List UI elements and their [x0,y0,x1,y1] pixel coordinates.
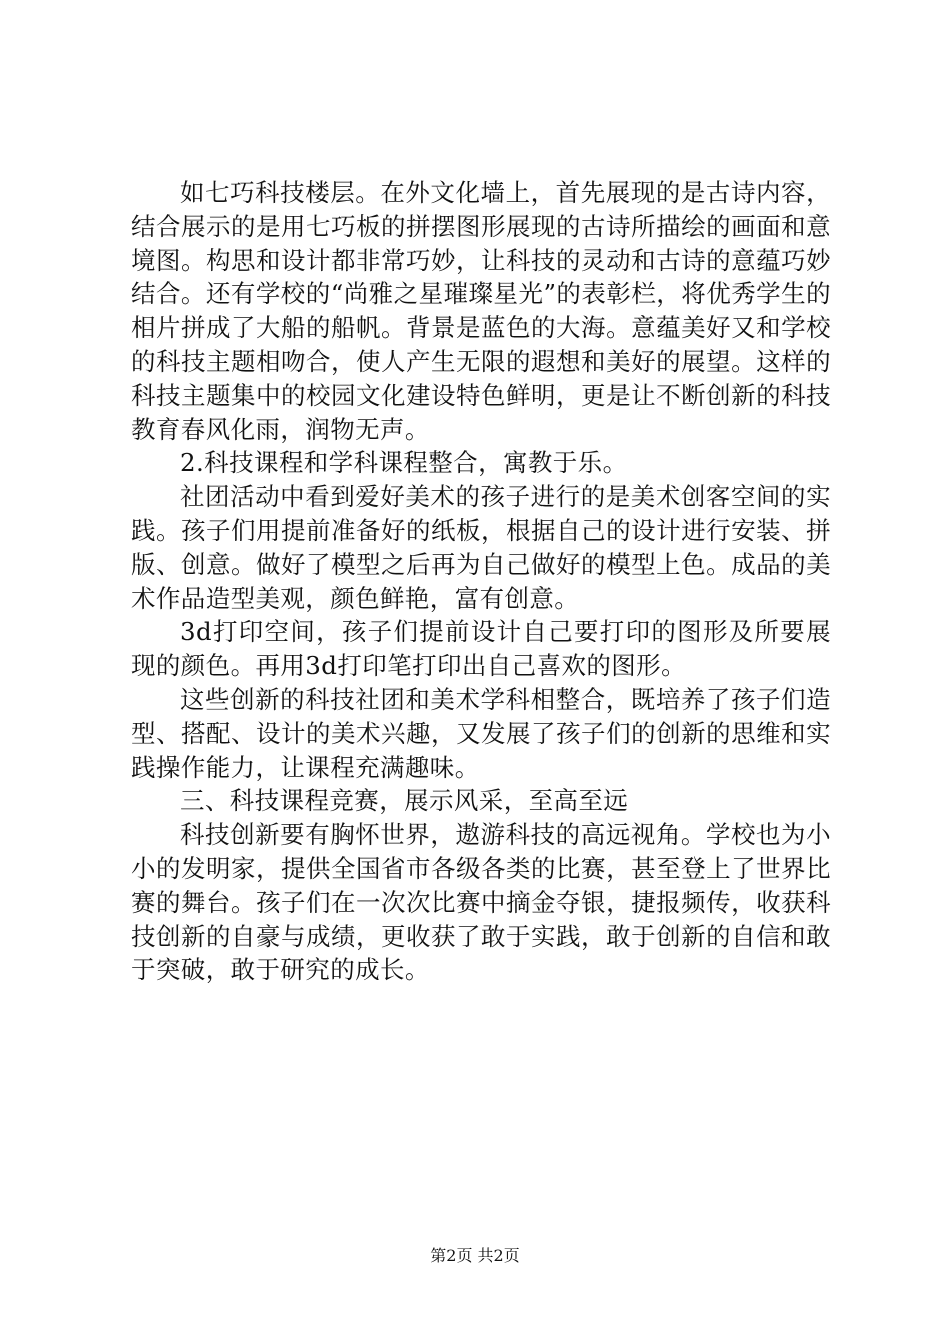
paragraph-qiqiao-floor: 如七巧科技楼层。在外文化墙上，首先展现的是古诗内容，结合展示的是用七巧板的拼摆图形展现的古诗所描绘的画面和意境图。构思和设计都非常巧妙，让科技的灵动和古诗的意蕴巧妙结合。还有学校的“尚雅之星璀璨星光”的表彰栏，将优秀学生的相片拼成了大船的船帆。背景是蓝色的大海。意蕴美好又和学校的科技主题相吻合，使人产生无限的遐想和美好的展望。这样的科技主题集中的校园文化建设特色鲜明，更是让不断创新的科技教育春风化雨，润物无声。 [131,178,831,444]
paragraph-section-heading-3: 三、科技课程竞赛，展示风采，至高至远 [180,786,629,816]
paragraph-section-heading-2: 2.科技课程和学科课程整合，寓教于乐。 [180,448,628,478]
document-body [131,176,831,987]
paragraph-3d-printing: 3d打印空间，孩子们提前设计自己要打印的图形及所要展现的颜色。再用3d打印笔打印出自己喜欢的图形。 [131,617,831,681]
page-number: 第2页 [430,1246,473,1265]
paragraph-integration: 这些创新的科技社团和美术学科相整合，既培养了孩子们造型、搭配、设计的美术兴趣，又发展了孩子们的创新的思维和实践操作能力，让课程充满趣味。 [131,684,831,782]
paragraph-competitions: 科技创新要有胸怀世界，遨游科技的高远视角。学校也为小小的发明家，提供全国省市各级各类的比赛，甚至登上了世界比赛的舞台。孩子们在一次次比赛中摘金夺银，捷报频传，收获科技创新的自豪与成绩，更收获了敢于实践，敢于创新的自信和敢于突破，敢于研究的成长。 [131,820,831,985]
page-total: 共2页 [477,1246,520,1265]
paragraph-art-maker-space: 社团活动中看到爱好美术的孩子进行的是美术创客空间的实践。孩子们用提前准备好的纸板，根据自己的设计进行安装、拼版、创意。做好了模型之后再为自己做好的模型上色。成品的美术作品造型美观，颜色鲜艳，富有创意。 [131,482,831,613]
page-footer [0,1246,950,1266]
